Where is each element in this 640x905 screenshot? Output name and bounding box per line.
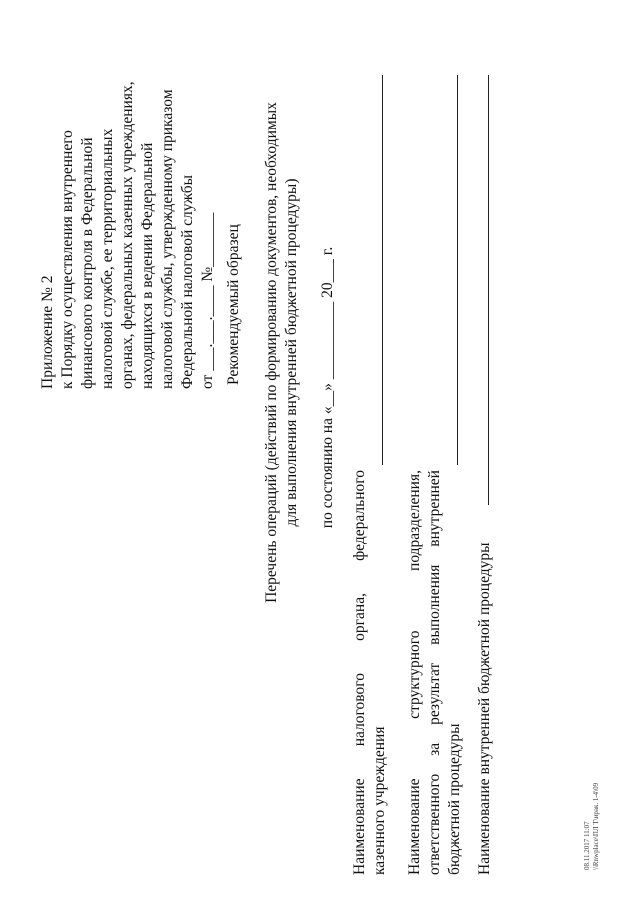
appendix-line: налоговой службе, ее территориальных xyxy=(99,128,116,389)
file-timestamp: 08.11.2017 11:07 xyxy=(583,821,591,870)
appendix-line: финансового контроля в Федеральной xyxy=(79,137,96,389)
recommended-sample-label: Рекомендуемый образец xyxy=(225,224,242,385)
field-label-line: Наименование внутренней бюджетной процедуры xyxy=(476,542,493,875)
field-label-line: Наименование налогового органа, федерального xyxy=(351,470,368,875)
order-number-line: от ___.___.____ №_______ xyxy=(199,212,216,389)
field-label-line: Наименование структурного подразделения, xyxy=(406,470,423,875)
as-of-date-line: по состоянию на «__» __________ 20___ г. xyxy=(319,246,336,529)
field-underline xyxy=(457,75,458,465)
appendix-line: находящихся в ведении Федеральной xyxy=(139,142,156,389)
appendix-line: налоговой службы, утвержденному приказом xyxy=(159,89,176,389)
field-label-line: казенного учреждения xyxy=(371,726,388,875)
appendix-line: к Порядку осуществления внутреннего xyxy=(59,130,76,389)
appendix-number: Приложение № 2 xyxy=(39,275,56,389)
file-path: \\Rnwplace\ПЛ Т\ирак. 1-4\09 xyxy=(592,782,600,870)
field-underline xyxy=(382,75,383,465)
appendix-line: органах, федеральных казенных учреждениях, xyxy=(119,81,136,389)
field-label-line: ответственного за результат выполнения внутренней xyxy=(426,470,443,875)
appendix-line: Федеральной налоговой службы xyxy=(179,174,196,389)
document-title-line-1: Перечень операций (действий по формированию документов, необходимых xyxy=(263,102,280,603)
document-title-line-2: для выполнения внутренней бюджетной процедуры) xyxy=(283,178,300,527)
field-underline xyxy=(488,75,489,505)
field-label-line: бюджетной процедуры xyxy=(446,723,463,875)
